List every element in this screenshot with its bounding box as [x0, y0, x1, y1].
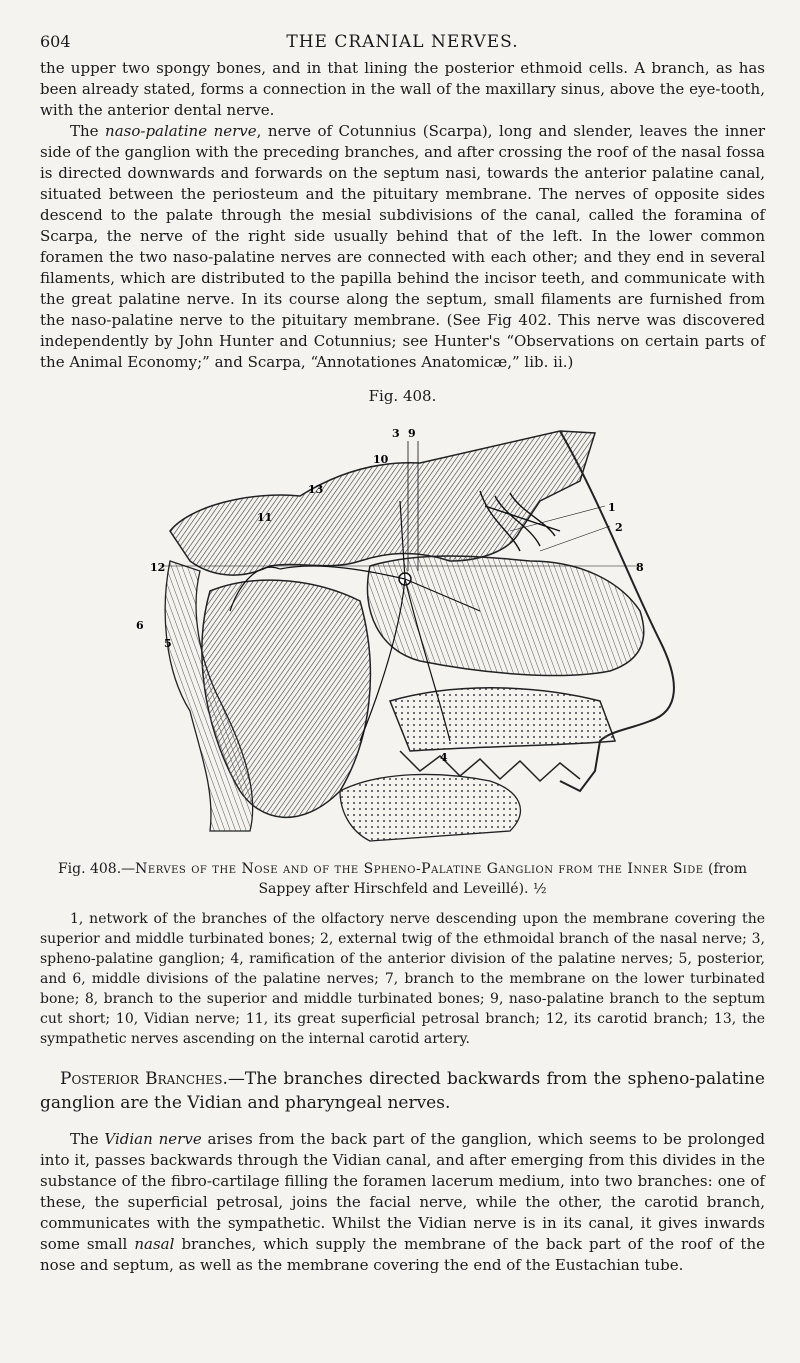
paragraph-vidian: [40, 1129, 765, 1276]
figure-legend: 1, network of the branches of the olfactory nerve descending upon the membrane covering the superior and middle turbinated bones; 2, external twig of the ethmoidal branch of the nasal nerve; 3, spheno-palatine ganglion; 4, ramification of the anterior division of the palatine nerves; 5, posterior, and 6, middle divisions of the palatine nerves; 7, branch to the membrane on the lower turbinated bone; 8, branch to the superior and middle turbinated bones; 9, naso-palatine branch to the septum cut short; 10, Vidian nerve; 11, its great superficial petrosal branch; 12, its carotid branch; 13, the sympathetic nerves ascending on the internal carotid artery.: [40, 911, 765, 1047]
section-posterior-branches: [40, 1067, 765, 1115]
figure-label: Fig. 408.: [368, 387, 437, 405]
page-number: 604: [40, 32, 71, 51]
section-heading: Posterior Branches.: [60, 1069, 228, 1089]
section-text: —The branches directed backwards from the spheno-palatine ganglion are the Vidian and pharyngeal nerves.: [40, 1069, 765, 1113]
para3-prefix: The: [70, 1130, 105, 1148]
callout-12: 12: [150, 561, 166, 574]
callout-3: 3: [392, 427, 400, 440]
callout-2: 2: [615, 521, 623, 534]
callout-1: 1: [608, 501, 616, 514]
paragraph-1: the upper two spongy bones, and in that lining the posterior ethmoid cells. A branch, as has been already stated, forms a connection in the wall of the maxillary sinus, above the eye-tooth, with the anterior dental nerve.: [40, 59, 765, 119]
callout-13: 13: [308, 483, 324, 496]
running-head: [40, 28, 765, 58]
callout-6: 6: [136, 619, 144, 632]
figure-caption: [40, 859, 765, 899]
callout-8: 8: [636, 561, 644, 574]
para2-prefix: The: [70, 122, 106, 140]
paragraph-naso-palatine: [40, 121, 765, 373]
caption-title: Nerves of the Nose and of the Spheno-Palatine Ganglion from the Inner Side: [135, 861, 704, 877]
para2-text: , nerve of Cotunnius (Scarpa), long and slender, leaves the inner side of the ganglion with the preceding branches, and after crossing the roof of the nasal fossa is directed downwards and forwards on the septum nasi, towards the anterior palatine canal, situated between the periosteum and the pituitary membrane. The nerves of opposite sides descend to the palate through the mesial subdivisions of the canal, called the foramina of Scarpa, the nerve of the right side usually behind that of the left. In the lower common foramen the two naso-palatine nerves are connected with each other; and they end in several filaments, which are distributed to the papilla behind the incisor teeth, and communicate with the great palatine nerve. In its course along the septum, small filaments are furnished from the naso-palatine nerve to the pituitary membrane. (See Fig 402. This nerve was discovered independently by John Hunter and Cotunnius; see Hunter's “Observations on certain parts of the Animal Economy;” and Scarpa, “Annotationes Anatomicæ,” lib. ii.): [40, 122, 765, 371]
callout-5: 5: [164, 637, 172, 650]
callout-11: 11: [257, 511, 273, 524]
anatomical-figure: [40, 411, 765, 851]
caption-source: (from Sappey after Hirschfeld and Leveillé).: [258, 861, 748, 897]
para3-text1: arises from the back part of the ganglion, which seems to be prolonged into it, passes backwards through the Vidian canal, and after emerging from this divides in the substance of the fibro-cartilage filling the foramen lacerum medium, into two branches: one of these, the superficial petrosal, joins the facial nerve, while the other, the carotid branch, communicates with the sympathetic. Whilst the Vidian nerve is in its canal, it gives inwards some small: [40, 1130, 766, 1253]
term-vidian: Vidian nerve: [104, 1130, 202, 1148]
term-naso-palatine: naso-palatine nerve: [105, 122, 257, 140]
callout-10: 10: [373, 453, 389, 466]
caption-scale: ½: [532, 881, 547, 897]
palate-shape: [390, 688, 615, 751]
para3-text2: branches, which supply the membrane of the back part of the roof of the nose and septum, as well as the membrane covering the end of the Eustachian tube.: [40, 1235, 765, 1274]
running-title: THE CRANIAL NERVES.: [286, 32, 519, 52]
figure-illustration: [40, 411, 765, 851]
term-nasal: nasal: [134, 1235, 175, 1253]
caption-prefix: Fig. 408.—: [57, 861, 136, 877]
callout-4: 4: [440, 751, 448, 764]
page: [40, 28, 765, 1276]
callout-9: 9: [408, 427, 416, 440]
tongue-shape: [340, 774, 520, 841]
